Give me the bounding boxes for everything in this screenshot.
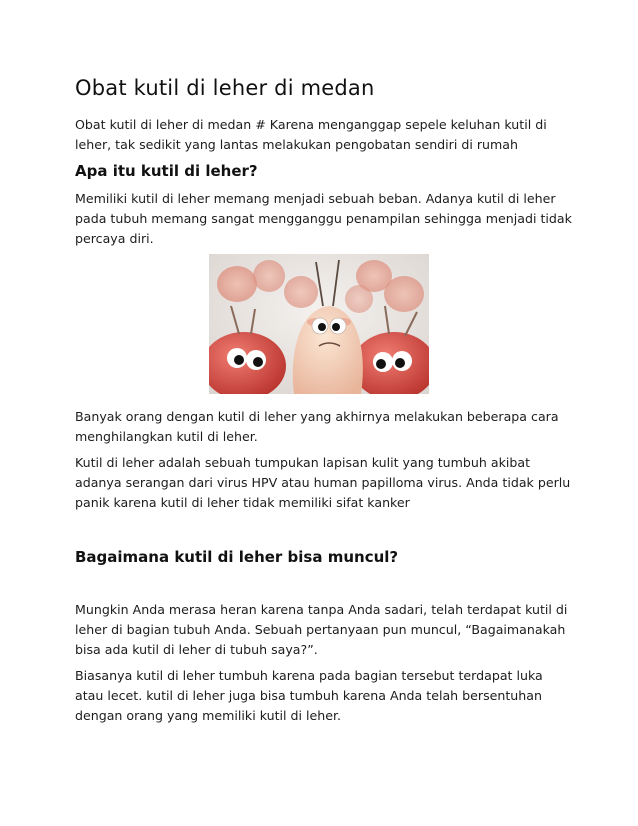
intro-paragraph: Obat kutil di leher di medan # Karena menganggap sepele keluhan kutil di leher, tak sedikit yang lantas melakukan pengobatan sendiri di rumah — [75, 117, 547, 152]
paragraph-many-people: Banyak orang dengan kutil di leher yang akhirnya melakukan beberapa cara menghilangkan kutil di leher. — [75, 409, 559, 444]
section-heading-what-is: Apa itu kutil di leher? — [75, 162, 258, 180]
section2-paragraph2: Biasanya kutil di leher tumbuh karena pada bagian tersebut terdapat luka atau lecet. kutil di leher juga bisa tumbuh karena Anda telah bersentuhan dengan orang yang memiliki kutil di leher. — [75, 668, 543, 723]
page-title: Obat kutil di leher di medan — [75, 76, 375, 100]
section-heading-how-appears: Bagaimana kutil di leher bisa muncul? — [75, 548, 399, 566]
cartoon-warts-illustration — [209, 254, 429, 394]
section2-paragraph1: Mungkin Anda merasa heran karena tanpa Anda sadari, telah terdapat kutil di leher di bagian tubuh Anda. Sebuah pertanyaan pun muncul, “Bagaimanakah bisa ada kutil di leher di tubuh saya?”. — [75, 602, 568, 657]
paragraph-what-wart-is: Kutil di leher adalah sebuah tumpukan lapisan kulit yang tumbuh akibat adanya serangan dari virus HPV atau human papilloma virus. Anda tidak perlu panik karena kutil di leher tidak memiliki sifat kanker — [75, 455, 571, 510]
section1-paragraph: Memiliki kutil di leher memang menjadi sebuah beban. Adanya kutil di leher pada tubuh memang sangat mengganggu penampilan sehingga menjadi tidak percaya diri. — [75, 191, 572, 246]
